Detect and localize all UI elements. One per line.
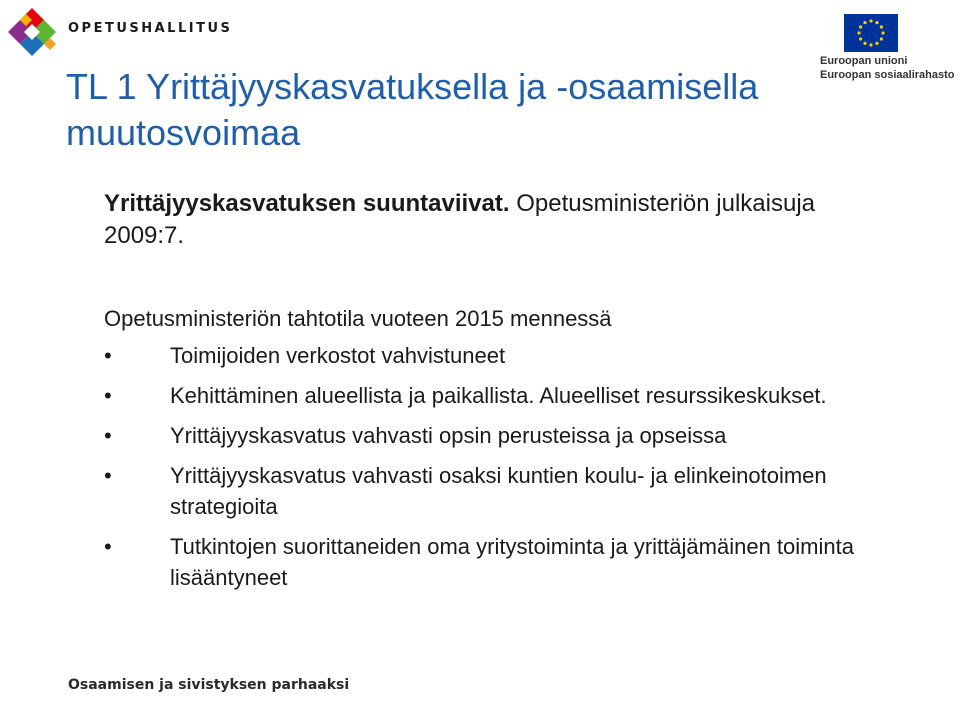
eu-union-label: Euroopan unioni: [820, 55, 908, 67]
list-item-text: Yrittäjyyskasvatus vahvasti osaksi kuntien koulu- ja elinkeinotoimen strategioita: [170, 463, 827, 519]
bullet-icon: •: [104, 463, 112, 488]
org-name: OPETUSHALLITUS: [68, 21, 233, 36]
goal-list: [104, 340, 864, 602]
list-item: [104, 340, 864, 371]
source-title: Yrittäjyyskasvatuksen suuntaviivat.: [104, 190, 510, 217]
bullet-icon: •: [104, 534, 112, 559]
list-item: [104, 380, 864, 411]
intro-text: Opetusministeriön tahtotila vuoteen 2015 mennessä: [104, 306, 612, 331]
eu-flag-icon: [844, 14, 898, 52]
bullet-icon: •: [104, 423, 112, 448]
footer-slogan: Osaamisen ja sivistyksen parhaaksi: [68, 677, 350, 693]
slide-title: TL 1 Yrittäjyyskasvatuksella ja -osaamisella muutosvoimaa: [66, 66, 759, 153]
list-item: [104, 460, 864, 522]
list-item-text: Toimijoiden verkostot vahvistuneet: [170, 343, 506, 368]
list-item-text: Tutkintojen suorittaneiden oma yritystoiminta ja yrittäjämäinen toiminta lisääntyneet: [170, 534, 854, 590]
bullet-icon: •: [104, 343, 112, 368]
list-item-text: Kehittäminen alueellista ja paikallista. Alueelliset resurssikeskukset.: [170, 383, 827, 408]
source-reference: [104, 188, 884, 252]
list-item: [104, 420, 864, 451]
bullet-icon: •: [104, 383, 112, 408]
opetushallitus-diamond-logo-icon: [4, 4, 60, 60]
esf-label: Euroopan sosiaalirahasto: [820, 69, 955, 81]
list-item: [104, 531, 864, 593]
list-item-text: Yrittäjyyskasvatus vahvasti opsin perusteissa ja opseissa: [170, 423, 727, 448]
source-publication: Opetusministeriön julkaisuja 2009:7.: [104, 190, 816, 249]
